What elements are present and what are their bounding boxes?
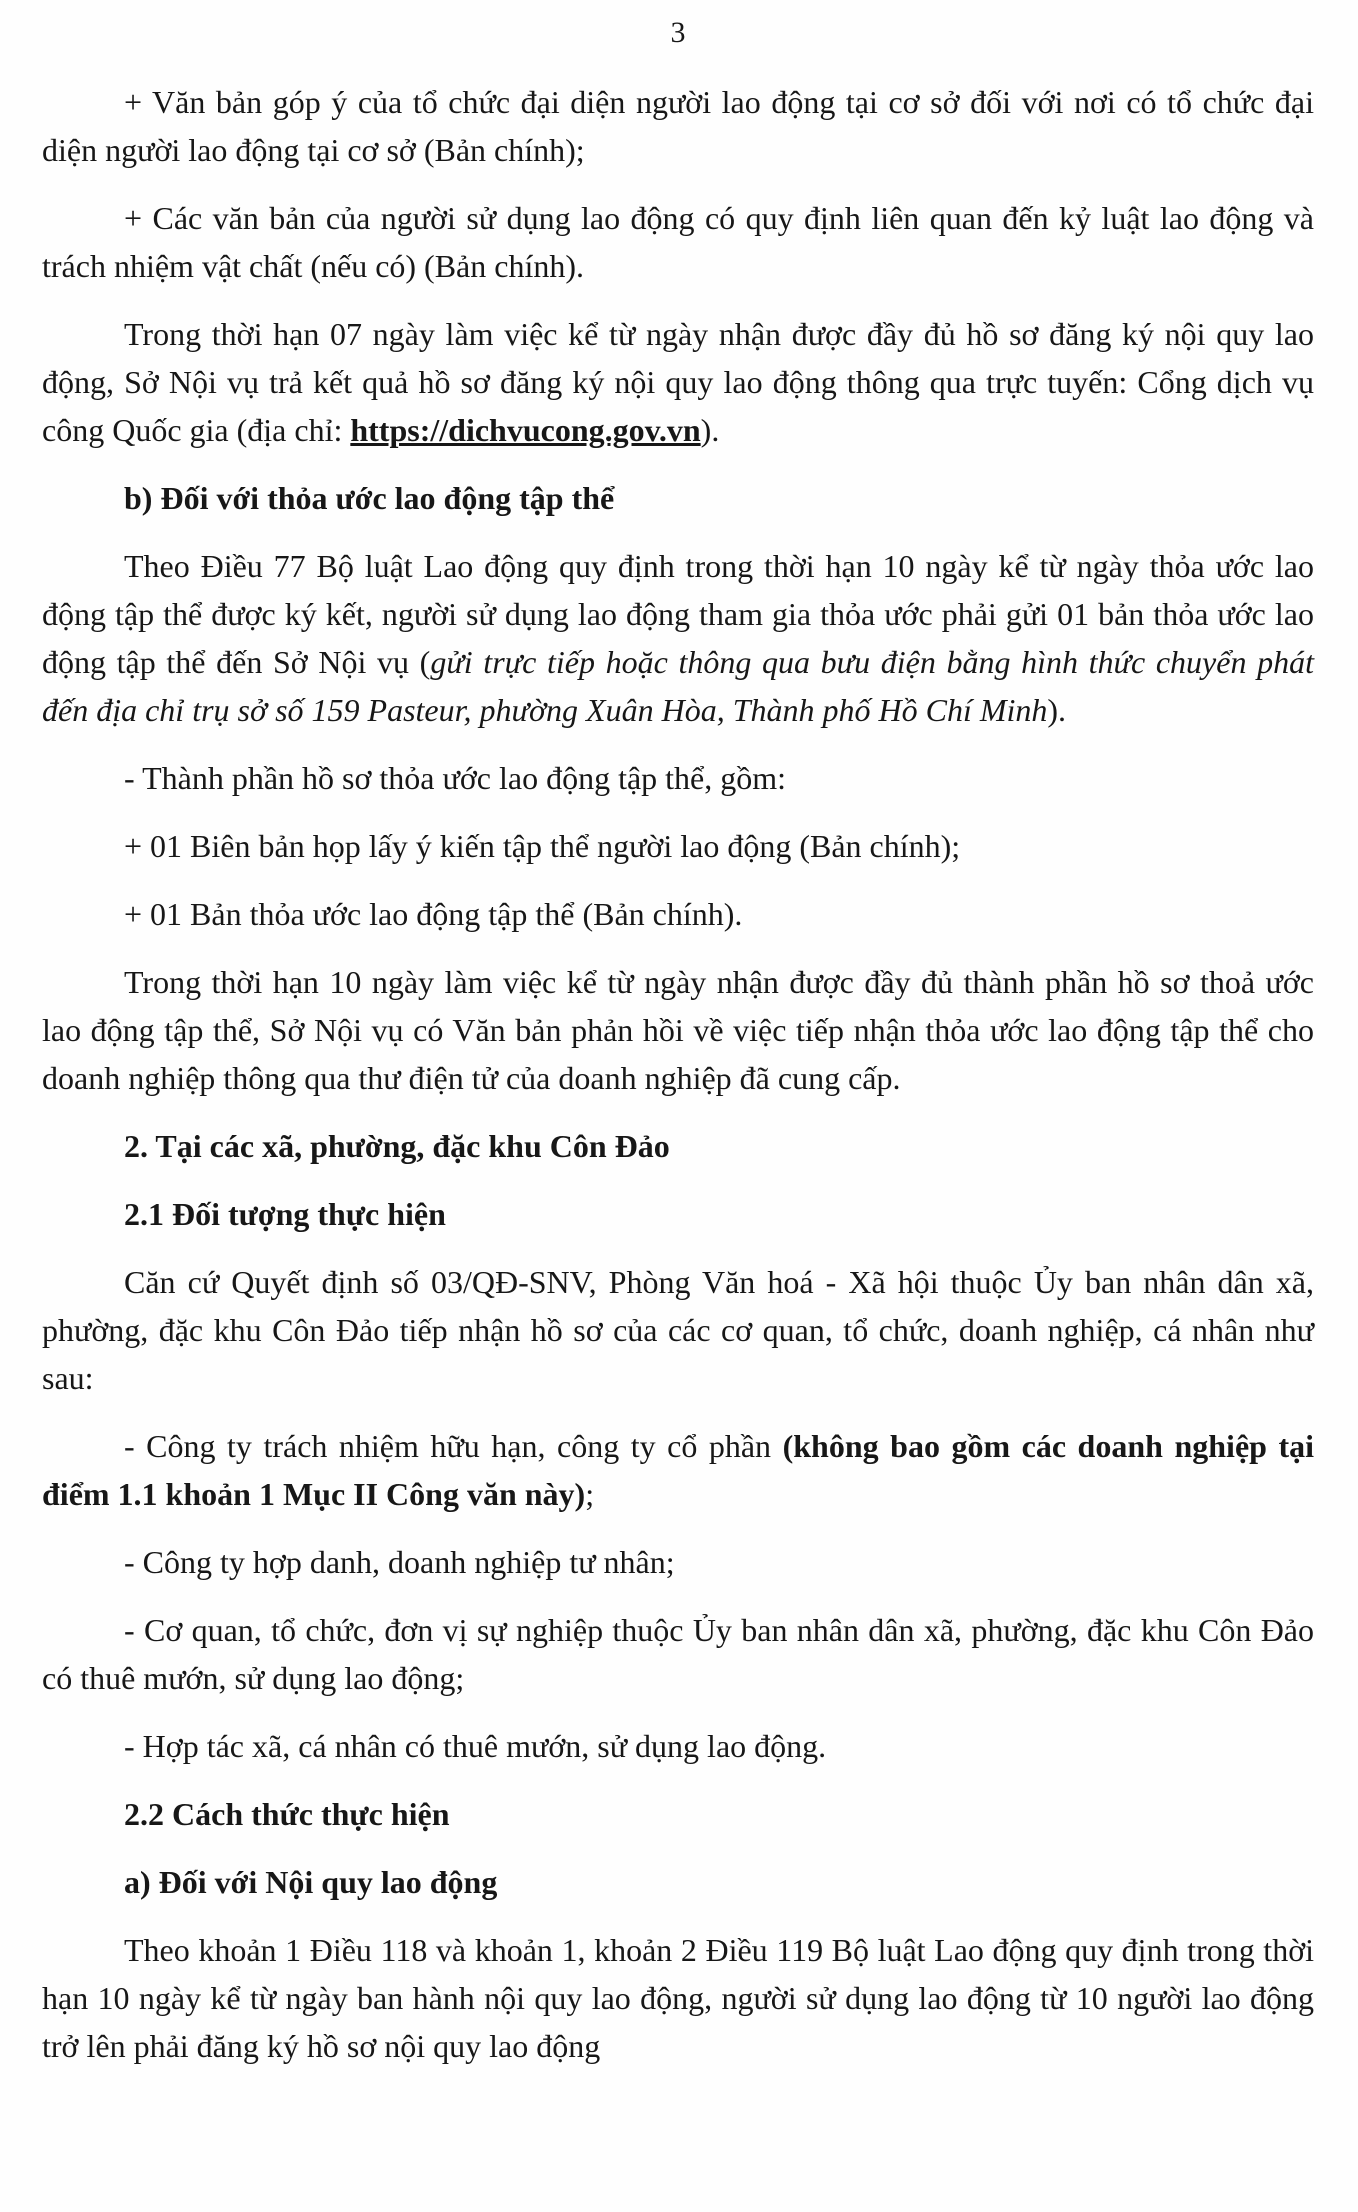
paragraph xyxy=(42,542,1314,734)
paragraph xyxy=(42,310,1314,454)
paragraph: Căn cứ Quyết định số 03/QĐ-SNV, Phòng Văn hoá - Xã hội thuộc Ủy ban nhân dân xã, phường, đặc khu Côn Đảo tiếp nhận hồ sơ của các cơ quan, tổ chức, doanh nghiệp, cá nhân như sau: xyxy=(42,1264,1314,1396)
page-number: 3 xyxy=(670,16,686,49)
paragraph-text: - Công ty trách nhiệm hữu hạn, công ty cổ phần xyxy=(124,1428,783,1464)
paragraph-text: Trong thời hạn 07 ngày làm việc kể từ ngày nhận được đầy đủ hồ sơ đăng ký nội quy lao động, Sở Nội vụ trả kết quả hồ sơ đăng ký nội quy lao động thông qua trực tuyến: Cổng dịch vụ công Quốc gia (địa chỉ: xyxy=(42,316,1314,448)
paragraph: + Các văn bản của người sử dụng lao động có quy định liên quan đến kỷ luật lao động và trách nhiệm vật chất (nếu có) (Bản chính). xyxy=(42,200,1314,284)
dichvucong-link[interactable]: https://dichvucong.gov.vn xyxy=(350,412,701,448)
list-item: - Hợp tác xã, cá nhân có thuê mướn, sử dụng lao động. xyxy=(124,1728,827,1764)
paragraph-text: ; xyxy=(585,1476,595,1512)
list-item: + 01 Biên bản họp lấy ý kiến tập thể người lao động (Bản chính); xyxy=(124,828,961,864)
paragraph: Theo khoản 1 Điều 118 và khoản 1, khoản 2 Điều 119 Bộ luật Lao động quy định trong thời hạn 10 ngày kể từ ngày ban hành nội quy lao động, người sử dụng lao động từ 10 người lao động trở lên phải đăng ký hồ sơ nội quy lao động xyxy=(42,1932,1314,2064)
paragraph-text: ). xyxy=(1047,692,1067,728)
paragraph-text: ). xyxy=(700,412,720,448)
list-item xyxy=(42,1422,1314,1518)
section-heading-2: 2. Tại các xã, phường, đặc khu Côn Đảo xyxy=(124,1128,670,1164)
section-heading-b-thoa-uoc: b) Đối với thỏa ước lao động tập thể xyxy=(124,480,615,516)
paragraph: + Văn bản góp ý của tổ chức đại diện người lao động tại cơ sở đối với nơi có tổ chức đại diện người lao động tại cơ sở (Bản chính); xyxy=(42,84,1314,168)
section-heading-a-noi-quy: a) Đối với Nội quy lao động xyxy=(124,1864,498,1900)
list-item: + 01 Bản thỏa ước lao động tập thể (Bản chính). xyxy=(124,896,743,932)
list-item: - Công ty hợp danh, doanh nghiệp tư nhân; xyxy=(124,1544,675,1580)
paragraph-text-italic: gửi trực tiếp hoặc thông qua bưu điện bằng hình thức chuyển phát đến địa chỉ trụ sở số 159 Pasteur, phường Xuân Hòa, Thành phố Hồ Chí Minh xyxy=(42,644,1315,728)
list-item: - Cơ quan, tổ chức, đơn vị sự nghiệp thuộc Ủy ban nhân dân xã, phường, đặc khu Côn Đảo có thuê mướn, sử dụng lao động; xyxy=(42,1612,1314,1696)
list-item: - Thành phần hồ sơ thỏa ước lao động tập thể, gồm: xyxy=(124,760,787,796)
paragraph-text-bold: (không bao gồm các doanh nghiệp tại điểm 1.1 khoản 1 Mục II Công văn này) xyxy=(42,1428,1315,1512)
paragraph-text: Theo Điều 77 Bộ luật Lao động quy định trong thời hạn 10 ngày kể từ ngày thỏa ước lao động tập thể được ký kết, người sử dụng lao động tham gia thỏa ước phải gửi 01 bản thỏa ước lao động tập thể đến Sở Nội vụ ( xyxy=(42,548,1314,680)
section-heading-2-1: 2.1 Đối tượng thực hiện xyxy=(124,1196,446,1232)
section-heading-2-2: 2.2 Cách thức thực hiện xyxy=(124,1796,450,1832)
paragraph: Trong thời hạn 10 ngày làm việc kể từ ngày nhận được đầy đủ thành phần hồ sơ thoả ước lao động tập thể, Sở Nội vụ có Văn bản phản hồi về việc tiếp nhận thỏa ước lao động tập thể cho doanh nghiệp thông qua thư điện tử của doanh nghiệp đã cung cấp. xyxy=(42,964,1314,1096)
